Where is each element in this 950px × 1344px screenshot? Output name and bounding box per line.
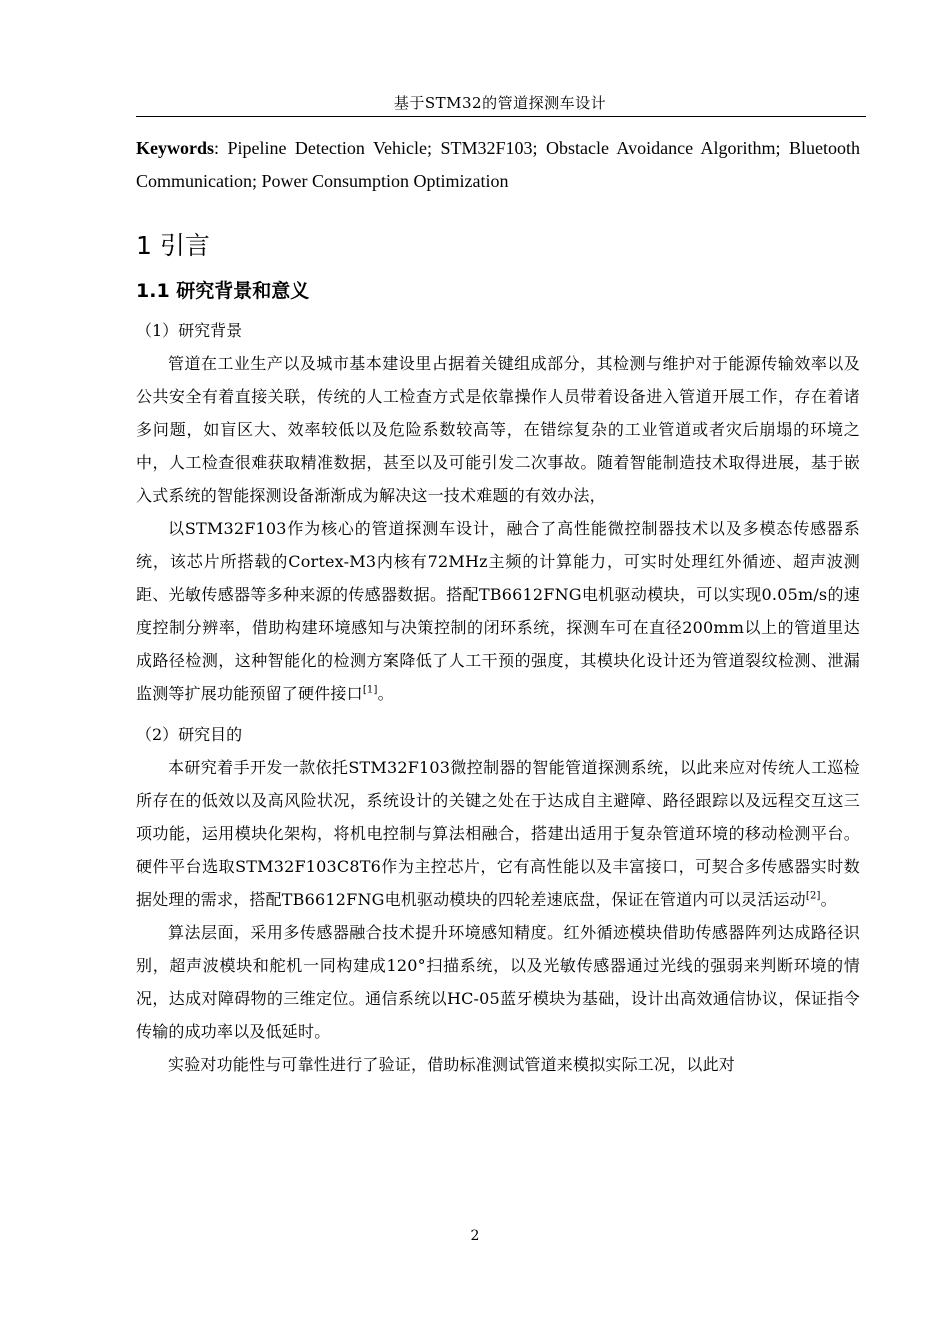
citation-1: [1] bbox=[362, 684, 378, 696]
subheading-research-purpose: （2）研究目的 bbox=[136, 725, 243, 744]
paragraph-purpose-1 bbox=[136, 751, 860, 916]
paragraph-purpose-2: 算法层面，采用多传感器融合技术提升环境感知精度。红外循迹模块借助传感器阵列达成路径识别，超声波模块和舵机一同构建成120°扫描系统，以及光敏传感器通过光线的强弱来判断环境的情况，达成对障碍物的三维定位。通信系统以HC-05蓝牙模块为基础，设计出高效通信协议，保证指令传输的成功率以及低延时。 bbox=[136, 923, 860, 1041]
section-1-heading: 1 引言 bbox=[136, 231, 210, 260]
paragraph-purpose-1-text: 本研究着手开发一款依托STM32F103微控制器的智能管道探测系统，以此来应对传统人工巡检所存在的低效以及高风险状况，系统设计的关键之处在于达成自主避障、路径跟踪以及远程交互这三项功能，运用模块化架构，将机电控制与算法相融合，搭建出适用于复杂管道环境的移动检测平台。硬件平台选取STM32F103C8T6作为主控芯片，它有高性能以及丰富接口，可契合多传感器实时数据处理的需求，搭配TB6612FNG电机驱动模块的四轮差速底盘，保证在管道内可以灵活运动 bbox=[136, 758, 860, 909]
keywords-text: : Pipeline Detection Vehicle; STM32F103; Obstacle Avoidance Algorithm; Bluetooth Communication; Power Consumption Optimization bbox=[136, 138, 860, 191]
keywords-paragraph bbox=[136, 132, 860, 198]
paragraph-purpose-3: 实验对功能性与可靠性进行了验证，借助标准测试管道来模拟实际工况，以此对 bbox=[168, 1055, 736, 1074]
running-header: 基于STM32的管道探测车设计 bbox=[393, 94, 607, 112]
section-1-1-heading: 1.1 研究背景和意义 bbox=[136, 280, 310, 302]
page-number: 2 bbox=[470, 1228, 480, 1244]
page-body bbox=[136, 132, 860, 1081]
paragraph-purpose-1-tail: 。 bbox=[820, 890, 837, 909]
header-rule bbox=[136, 116, 866, 117]
subheading-research-background: （1）研究背景 bbox=[136, 321, 243, 340]
paragraph-background-2 bbox=[136, 512, 860, 710]
paragraph-background-2-tail: 。 bbox=[377, 684, 394, 703]
keywords-label: Keywords bbox=[136, 138, 214, 158]
paragraph-background-2-text: 以STM32F103作为核心的管道探测车设计，融合了高性能微控制器技术以及多模态传感器系统，该芯片所搭载的Cortex-M3内核有72MHz主频的计算能力，可实时处理红外循迹、超声波测距、光敏传感器等多种来源的传感器数据。搭配TB6612FNG电机驱动模块，可以实现0.05m/s的速度控制分辨率，借助构建环境感知与决策控制的闭环系统，探测车可在直径200mm以上的管道里达成路径检测，这种智能化的检测方案降低了人工干预的强度，其模块化设计还为管道裂纹检测、泄漏监测等扩展功能预留了硬件接口 bbox=[136, 519, 860, 703]
citation-2: [2] bbox=[805, 890, 821, 902]
paragraph-background-1: 管道在工业生产以及城市基本建设里占据着关键组成部分，其检测与维护对于能源传输效率以及公共安全有着直接关联，传统的人工检查方式是依靠操作人员带着设备进入管道开展工作，存在着诸多问题，如盲区大、效率较低以及危险系数较高等，在错综复杂的工业管道或者灾后崩塌的环境之中，人工检查很难获取精准数据，甚至以及可能引发二次事故。随着智能制造技术取得进展，基于嵌入式系统的智能探测设备渐渐成为解决这一技术难题的有效办法， bbox=[136, 354, 860, 505]
